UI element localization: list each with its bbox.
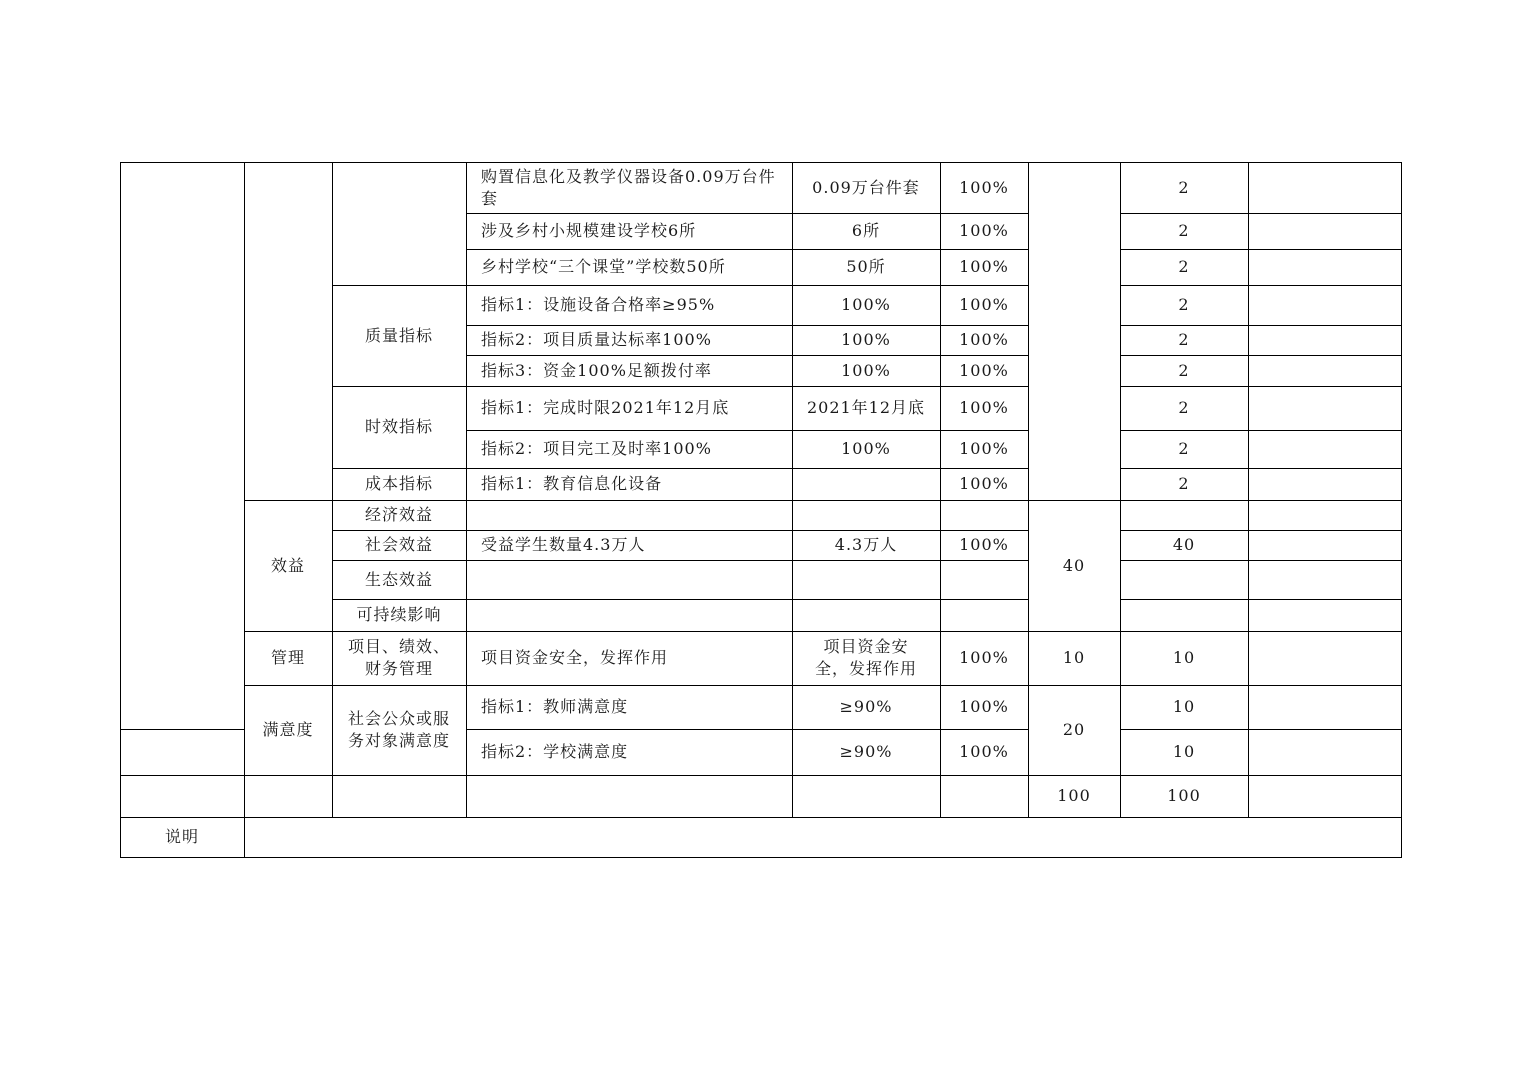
table-border-right — [1401, 162, 1402, 858]
target-cell: 项目资金安 全，发挥作用 — [814, 637, 917, 678]
subcategory-cell: 时效指标 — [364, 417, 433, 437]
category-cell: 满意度 — [262, 720, 314, 740]
actual-cell: 100% — [959, 257, 1009, 277]
target-cell: 50所 — [846, 257, 886, 277]
divider — [1248, 162, 1249, 818]
category-cell: 管理 — [270, 648, 305, 668]
indicator-cell: 购置信息化及教学仪器设备0.09万台件套 — [481, 166, 776, 208]
subcategory-cell: 项目、绩效、 财务管理 — [347, 637, 450, 678]
actual-cell: 100% — [959, 697, 1009, 717]
total-score-cell: 100 — [1167, 786, 1201, 806]
target-cell: 2021年12月底 — [806, 398, 926, 418]
score-cell: 2 — [1178, 177, 1190, 197]
indicator-cell: 指标2：项目质量达标率100% — [481, 330, 712, 350]
target-cell: 100% — [841, 439, 891, 459]
actual-cell: 100% — [959, 535, 1009, 555]
score-cell: 40 — [1172, 535, 1196, 555]
note-content[interactable] — [244, 817, 1401, 857]
divider — [1120, 560, 1402, 561]
score-cell: 2 — [1178, 439, 1190, 459]
actual-cell: 100% — [959, 398, 1009, 418]
subcategory-cell: 成本指标 — [364, 474, 433, 494]
score-cell: 2 — [1178, 295, 1190, 315]
indicator-cell: 指标3：资金100%足额拨付率 — [481, 360, 712, 380]
target-cell: 100% — [841, 330, 891, 350]
weight-cell: 40 — [1062, 555, 1086, 575]
subcategory-cell: 质量指标 — [364, 325, 433, 345]
table-border-bottom — [120, 857, 1402, 858]
actual-cell: 100% — [959, 221, 1009, 241]
target-cell: 4.3万人 — [834, 535, 898, 555]
indicator-cell: 指标2：学校满意度 — [481, 742, 629, 762]
target-cell: 0.09万台件套 — [812, 177, 920, 197]
actual-cell: 100% — [959, 474, 1009, 494]
subcategory-cell: 社会效益 — [364, 535, 433, 555]
divider — [1120, 599, 1402, 600]
subcategory-cell: 可持续影响 — [356, 605, 442, 625]
score-cell: 10 — [1172, 742, 1196, 762]
actual-cell: 100% — [959, 648, 1009, 668]
indicator-cell: 涉及乡村小规模建设学校6所 — [481, 221, 697, 241]
indicator-cell: 指标2：项目完工及时率100% — [481, 439, 712, 459]
actual-cell: 100% — [959, 360, 1009, 380]
score-cell: 2 — [1178, 221, 1190, 241]
target-cell: 6所 — [851, 221, 881, 241]
score-cell: 2 — [1178, 330, 1190, 350]
score-cell: 10 — [1172, 648, 1196, 668]
indicator-cell: 指标1：教师满意度 — [481, 697, 629, 717]
actual-cell: 100% — [959, 742, 1009, 762]
divider — [120, 729, 245, 730]
target-cell: ≥90% — [839, 697, 893, 717]
actual-cell: 100% — [959, 295, 1009, 315]
indicator-cell: 指标1：教育信息化设备 — [481, 474, 663, 494]
score-cell: 2 — [1178, 398, 1190, 418]
table-border-left — [120, 162, 121, 858]
indicator-cell: 指标1：完成时限2021年12月底 — [481, 398, 730, 418]
note-label: 说明 — [164, 827, 199, 847]
actual-cell: 100% — [959, 439, 1009, 459]
category-cell: 效益 — [270, 555, 305, 575]
target-cell: 100% — [841, 360, 891, 380]
score-cell: 10 — [1172, 697, 1196, 717]
target-cell: 100% — [841, 295, 891, 315]
divider — [466, 162, 467, 818]
weight-cell: 20 — [1062, 720, 1086, 740]
score-cell: 2 — [1178, 360, 1190, 380]
subcategory-cell: 经济效益 — [364, 505, 433, 525]
target-cell: ≥90% — [839, 742, 893, 762]
indicator-cell: 受益学生数量4.3万人 — [481, 535, 646, 555]
subcategory-cell: 社会公众或服 务对象满意度 — [347, 709, 450, 750]
score-cell: 2 — [1178, 474, 1190, 494]
subcategory-cell: 生态效益 — [364, 569, 433, 589]
actual-cell: 100% — [959, 330, 1009, 350]
score-cell: 2 — [1178, 257, 1190, 277]
indicator-cell: 乡村学校“三个课堂”学校数50所 — [481, 257, 726, 277]
indicator-cell: 指标1：设施设备合格率≥95% — [481, 295, 716, 315]
weight-cell: 10 — [1062, 648, 1086, 668]
indicator-cell: 项目资金安全，发挥作用 — [481, 648, 669, 668]
total-weight-cell: 100 — [1057, 786, 1091, 806]
target-cell — [792, 468, 940, 500]
actual-cell: 100% — [959, 177, 1009, 197]
